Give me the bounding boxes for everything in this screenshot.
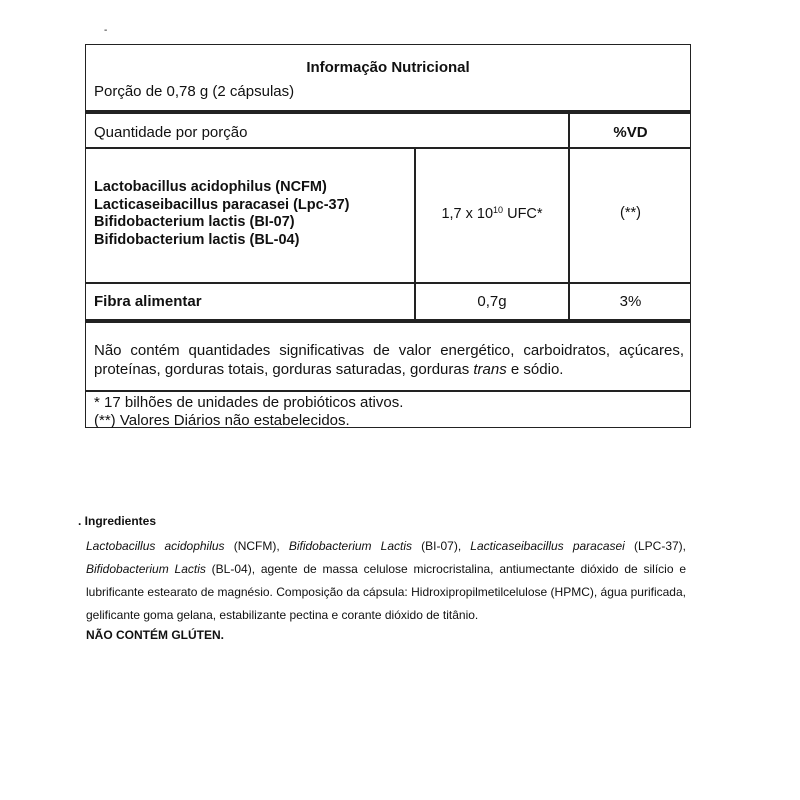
- strain-item: Bifidobacterium lactis (BL-04): [94, 231, 300, 248]
- ufc-base: 1,7 x 10: [441, 206, 494, 222]
- gluten-warning: NÃO CONTÉM GLÚTEN.: [86, 628, 224, 642]
- ufc-suffix: UFC*: [503, 206, 543, 222]
- strain-item: Lactobacillus acidophilus (NCFM): [94, 179, 327, 195]
- divider-vertical: [568, 114, 570, 148]
- divider-thick: [86, 319, 690, 323]
- divider-thin: [86, 147, 690, 149]
- strain-item: Bifidobacterium lactis (BI-07): [94, 214, 295, 230]
- ufc-vd: (**): [620, 205, 641, 221]
- divider-thick: [86, 110, 690, 114]
- divider-vertical: [414, 148, 416, 282]
- not-contains-italic: trans: [473, 360, 507, 378]
- strain-list: [94, 179, 350, 249]
- ingredients-text: [86, 535, 686, 627]
- not-contains-part: Não contém quantidades significativas de valor energético, carboidratos, açúcares, proteínas, gorduras totais, gorduras saturadas, gorduras: [94, 342, 684, 378]
- divider-vertical: [568, 283, 570, 319]
- ingredient-part: Bifidobacterium Lactis: [86, 562, 206, 576]
- header-quantity: Quantidade por porção: [94, 124, 248, 141]
- footnote: (**) Valores Diários não estabelecidos.: [94, 411, 350, 429]
- divider-thin: [86, 390, 690, 392]
- table-title: Informação Nutricional: [306, 59, 470, 76]
- ufc-value: [415, 205, 569, 222]
- fiber-vd: 3%: [619, 293, 642, 310]
- ingredient-part: Lactobacillus acidophilus: [86, 539, 225, 553]
- nutrition-table: [85, 44, 691, 428]
- ufc-exponent: 10: [493, 205, 504, 215]
- not-contains-text: [94, 342, 684, 379]
- fiber-label: Fibra alimentar: [94, 293, 202, 310]
- top-mark: -: [104, 25, 108, 36]
- strain-item: Lacticaseibacillus paracasei (Lpc-37): [94, 196, 350, 213]
- ingredient-part: (BL-04), agente de massa celulose microcristalina, antiumectante dióxido de silício e lubrificante estearato de magnésio. Composição da cápsula: Hidroxipropilmetilcelulose (HPMC), água purificada, gelificante goma gelana, estabilizante pectina e corante dióxido de titânio.: [86, 562, 686, 622]
- ingredient-part: Lacticaseibacillus paracasei: [470, 539, 625, 553]
- ingredient-part: (LPC-37),: [624, 539, 686, 553]
- ingredients-heading: . Ingredientes: [78, 514, 157, 528]
- portion-text: Porção de 0,78 g (2 cápsulas): [94, 83, 295, 100]
- divider-vertical: [414, 283, 416, 319]
- not-contains-part: e sódio.: [506, 360, 564, 378]
- ingredient-part: Bifidobacterium Lactis: [288, 539, 413, 553]
- fiber-amount: 0,7g: [477, 293, 507, 310]
- footnote: * 17 bilhões de unidades de probióticos ativos.: [94, 394, 404, 411]
- footnotes: [94, 394, 403, 429]
- ingredient-part: (NCFM),: [224, 539, 289, 553]
- ingredient-part: (BI-07),: [412, 539, 471, 553]
- divider-thin: [86, 282, 690, 284]
- divider-vertical: [568, 148, 570, 282]
- header-vd: %VD: [613, 124, 648, 141]
